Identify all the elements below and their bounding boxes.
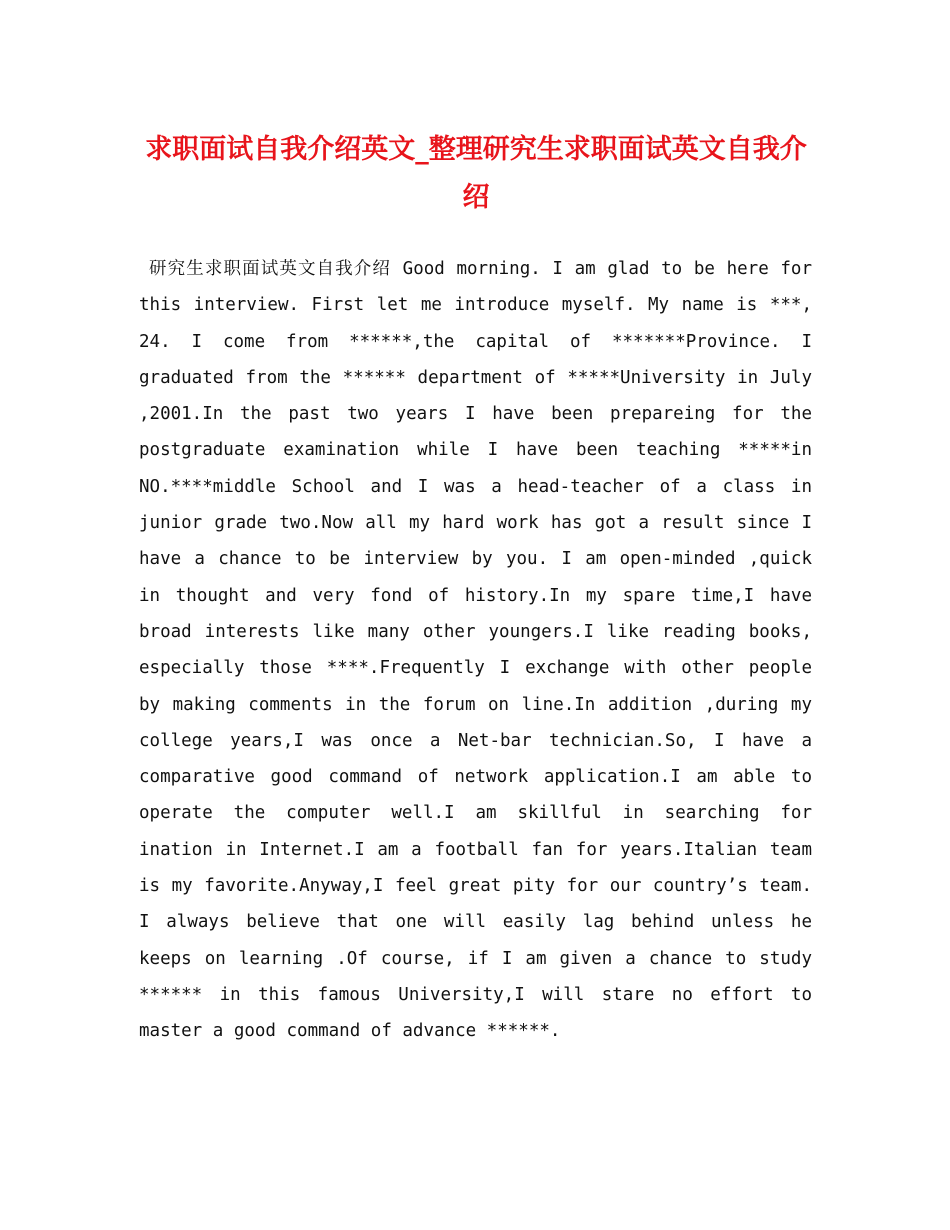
document-body-paragraph: 研究生求职面试英文自我介绍 Good morning. I am glad to be here for this interview. First let me introduce myself. My name is ***, 24. I come from ******,the capital of *******Province. I graduated from the ****** department of *****University in July ,2001.In the past two years I have been prepareing for the postgraduate examination while I have been teaching *****in NO.****middle School and I was a head-teacher of a class in junior grade two.Now all my hard work has got a result since I have a chance to be interview by you. I am open-minded ,quick in thought and very fond of history.In my spare time,I have broad interests like many other youngers.I like reading books, especially those ****.Frequently I exchange with other people by making comments in the forum on line.In addition ,during my college years,I was once a Net-bar technician.So, I have a comparative good command of network application.I am able to operate the computer well.I am skillful in searching for ination in Internet.I am a football fan for years.Italian team is my favorite.Anyway,I feel great pity for our country’s team. I always believe that one will easily lag behind unless he keeps on learning .Of course, if I am given a chance to study ****** in this famous University,I will stare no effort to master a good command of advance ******. xyxy=(139,259,812,1042)
document-title: 求职面试自我介绍英文_整理研究生求职面试英文自我介绍 xyxy=(145,134,807,213)
